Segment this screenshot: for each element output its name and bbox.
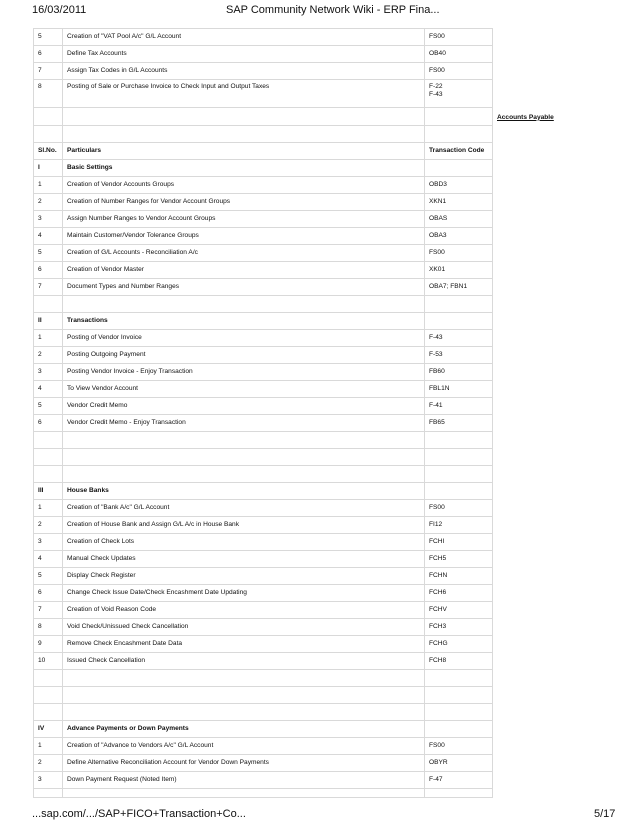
row-transaction-code: OB40 xyxy=(425,46,493,63)
row-number: 6 xyxy=(34,415,63,432)
row-particulars: Define Alternative Reconciliation Account for Vendor Down Payments xyxy=(63,755,425,772)
section-title: Transactions xyxy=(63,313,425,330)
row-particulars: Creation of Vendor Accounts Groups xyxy=(63,177,425,194)
row-transaction-code: XK01 xyxy=(425,262,493,279)
spacer-row xyxy=(34,687,609,704)
row-number: 5 xyxy=(34,29,63,46)
table-row xyxy=(34,568,609,585)
row-transaction-code: FS00 xyxy=(425,63,493,80)
table-row xyxy=(34,262,609,279)
row-transaction-code: OBAS xyxy=(425,211,493,228)
section-title: Basic Settings xyxy=(63,160,425,177)
table-row-cutoff xyxy=(34,789,609,798)
row-particulars: Issued Check Cancellation xyxy=(63,653,425,670)
table-row xyxy=(34,585,609,602)
table-row xyxy=(34,211,609,228)
table-row xyxy=(34,381,609,398)
row-transaction-code: FCHI xyxy=(425,534,493,551)
table-row xyxy=(34,534,609,551)
row-transaction-code: FB65 xyxy=(425,415,493,432)
row-particulars: Creation of Vendor Master xyxy=(63,262,425,279)
row-particulars: Posting Vendor Invoice - Enjoy Transaction xyxy=(63,364,425,381)
row-number: 3 xyxy=(34,211,63,228)
row-particulars: Define Tax Accounts xyxy=(63,46,425,63)
section-label-accounts-payable: Accounts Payable xyxy=(497,113,554,121)
section-numeral: III xyxy=(34,483,63,500)
spacer-row xyxy=(34,449,609,466)
row-number: 3 xyxy=(34,364,63,381)
row-particulars: Creation of Number Ranges for Vendor Account Groups xyxy=(63,194,425,211)
section-heading-row xyxy=(34,483,609,500)
row-transaction-code: OBA7; FBN1 xyxy=(425,279,493,296)
table-row xyxy=(34,194,609,211)
row-number: 4 xyxy=(34,551,63,568)
row-number: 3 xyxy=(34,772,63,789)
section-label-row xyxy=(34,108,609,126)
row-transaction-code: F-43 xyxy=(425,330,493,347)
spacer-row xyxy=(34,466,609,483)
table-row xyxy=(34,228,609,245)
table-row xyxy=(34,602,609,619)
row-particulars: Posting of Vendor Invoice xyxy=(63,330,425,347)
row-number: 3 xyxy=(34,534,63,551)
section-heading-row xyxy=(34,313,609,330)
row-particulars: Posting of Sale or Purchase Invoice to Check Input and Output Taxes xyxy=(63,80,425,108)
table-row xyxy=(34,738,609,755)
row-transaction-code: FS00 xyxy=(425,500,493,517)
row-particulars: Vendor Credit Memo xyxy=(63,398,425,415)
row-transaction-code: OBA3 xyxy=(425,228,493,245)
table-row xyxy=(34,415,609,432)
code-line: F-22 xyxy=(429,83,443,90)
row-particulars: Creation of G/L Accounts - Reconciliation A/c xyxy=(63,245,425,262)
spacer-row xyxy=(34,296,609,313)
table-row xyxy=(34,398,609,415)
row-particulars: Assign Number Ranges to Vendor Account Groups xyxy=(63,211,425,228)
table-row xyxy=(34,177,609,194)
row-number: 5 xyxy=(34,398,63,415)
spacer-row xyxy=(34,126,609,143)
row-transaction-code: FCHG xyxy=(425,636,493,653)
table-row xyxy=(34,279,609,296)
row-transaction-code: F-41 xyxy=(425,398,493,415)
row-particulars: Maintain Customer/Vendor Tolerance Groups xyxy=(63,228,425,245)
row-particulars: Posting Outgoing Payment xyxy=(63,347,425,364)
page-header-title: SAP Community Network Wiki - ERP Fina... xyxy=(226,4,440,16)
section-title: House Banks xyxy=(63,483,425,500)
row-number: 4 xyxy=(34,381,63,398)
spacer-row xyxy=(34,670,609,687)
row-particulars: Void Check/Unissued Check Cancellation xyxy=(63,619,425,636)
row-number: 8 xyxy=(34,619,63,636)
column-header-code: Transaction Code xyxy=(425,143,493,160)
row-particulars: Down Payment Request (Noted Item) xyxy=(63,772,425,789)
row-transaction-code: OBD3 xyxy=(425,177,493,194)
table-row xyxy=(34,364,609,381)
row-particulars: Creation of Void Reason Code xyxy=(63,602,425,619)
row-particulars: Vendor Credit Memo - Enjoy Transaction xyxy=(63,415,425,432)
column-header-particulars: Particulars xyxy=(63,143,425,160)
row-particulars: Document Types and Number Ranges xyxy=(63,279,425,296)
table-row xyxy=(34,653,609,670)
row-particulars: Creation of "VAT Pool A/c" G/L Account xyxy=(63,29,425,46)
row-transaction-code: FS00 xyxy=(425,29,493,46)
row-number: 5 xyxy=(34,568,63,585)
spacer-row xyxy=(34,704,609,721)
row-particulars: To View Vendor Account xyxy=(63,381,425,398)
table-row xyxy=(34,517,609,534)
row-number: 2 xyxy=(34,755,63,772)
row-particulars: Remove Check Encashment Date Data xyxy=(63,636,425,653)
row-number: 1 xyxy=(34,330,63,347)
row-transaction-code: FCHV xyxy=(425,602,493,619)
row-transaction-code: FS00 xyxy=(425,245,493,262)
row-number: 8 xyxy=(34,80,63,108)
row-number: 7 xyxy=(34,279,63,296)
section-heading-row xyxy=(34,721,609,738)
table-row xyxy=(34,80,609,108)
row-number: 4 xyxy=(34,228,63,245)
column-header-row xyxy=(34,143,609,160)
row-number: 5 xyxy=(34,245,63,262)
table-row xyxy=(34,772,609,789)
row-transaction-code: FCH6 xyxy=(425,585,493,602)
row-number: 1 xyxy=(34,177,63,194)
row-particulars: Display Check Register xyxy=(63,568,425,585)
row-transaction-code: FCHN xyxy=(425,568,493,585)
section-title: Advance Payments or Down Payments xyxy=(63,721,425,738)
table-row xyxy=(34,347,609,364)
row-transaction-code: FCH5 xyxy=(425,551,493,568)
page-number: 5/17 xyxy=(594,808,616,820)
table-row xyxy=(34,551,609,568)
row-transaction-code: F-53 xyxy=(425,347,493,364)
row-number: 1 xyxy=(34,500,63,517)
row-number: 1 xyxy=(34,738,63,755)
row-particulars: Assign Tax Codes in G/L Accounts xyxy=(63,63,425,80)
row-number: 2 xyxy=(34,194,63,211)
spacer-row xyxy=(34,432,609,449)
row-transaction-code: XKN1 xyxy=(425,194,493,211)
row-number: 7 xyxy=(34,602,63,619)
table-row xyxy=(34,636,609,653)
transaction-code-table xyxy=(33,28,609,798)
table-row xyxy=(34,245,609,262)
section-heading-row xyxy=(34,160,609,177)
table-row xyxy=(34,500,609,517)
row-transaction-code: FS00 xyxy=(425,738,493,755)
row-number: 6 xyxy=(34,585,63,602)
row-number: 6 xyxy=(34,46,63,63)
code-line: F-43 xyxy=(429,91,443,98)
section-numeral: II xyxy=(34,313,63,330)
table-row xyxy=(34,755,609,772)
row-number: 2 xyxy=(34,347,63,364)
row-number: 6 xyxy=(34,262,63,279)
row-number: 7 xyxy=(34,63,63,80)
row-number: 9 xyxy=(34,636,63,653)
print-date: 16/03/2011 xyxy=(32,4,87,16)
column-header-no: Sl.No. xyxy=(34,143,63,160)
table-row xyxy=(34,46,609,63)
row-particulars: Change Check Issue Date/Check Encashment Date Updating xyxy=(63,585,425,602)
table-row xyxy=(34,619,609,636)
row-transaction-code: FCH8 xyxy=(425,653,493,670)
row-transaction-code xyxy=(425,80,493,108)
row-transaction-code: FB60 xyxy=(425,364,493,381)
row-particulars: Manual Check Updates xyxy=(63,551,425,568)
row-transaction-code: FI12 xyxy=(425,517,493,534)
row-transaction-code: OBYR xyxy=(425,755,493,772)
section-numeral: I xyxy=(34,160,63,177)
row-particulars: Creation of House Bank and Assign G/L A/c in House Bank xyxy=(63,517,425,534)
row-number: 2 xyxy=(34,517,63,534)
row-particulars: Creation of Check Lots xyxy=(63,534,425,551)
table-row xyxy=(34,63,609,80)
row-particulars: Creation of "Advance to Vendors A/c" G/L Account xyxy=(63,738,425,755)
table-row xyxy=(34,330,609,347)
row-number: 10 xyxy=(34,653,63,670)
table-row xyxy=(34,29,609,46)
row-transaction-code: FCH3 xyxy=(425,619,493,636)
row-transaction-code: F-47 xyxy=(425,772,493,789)
row-transaction-code: FBL1N xyxy=(425,381,493,398)
section-numeral: IV xyxy=(34,721,63,738)
page-footer-url: ...sap.com/.../SAP+FICO+Transaction+Co... xyxy=(32,808,246,820)
row-particulars: Creation of "Bank A/c" G/L Account xyxy=(63,500,425,517)
